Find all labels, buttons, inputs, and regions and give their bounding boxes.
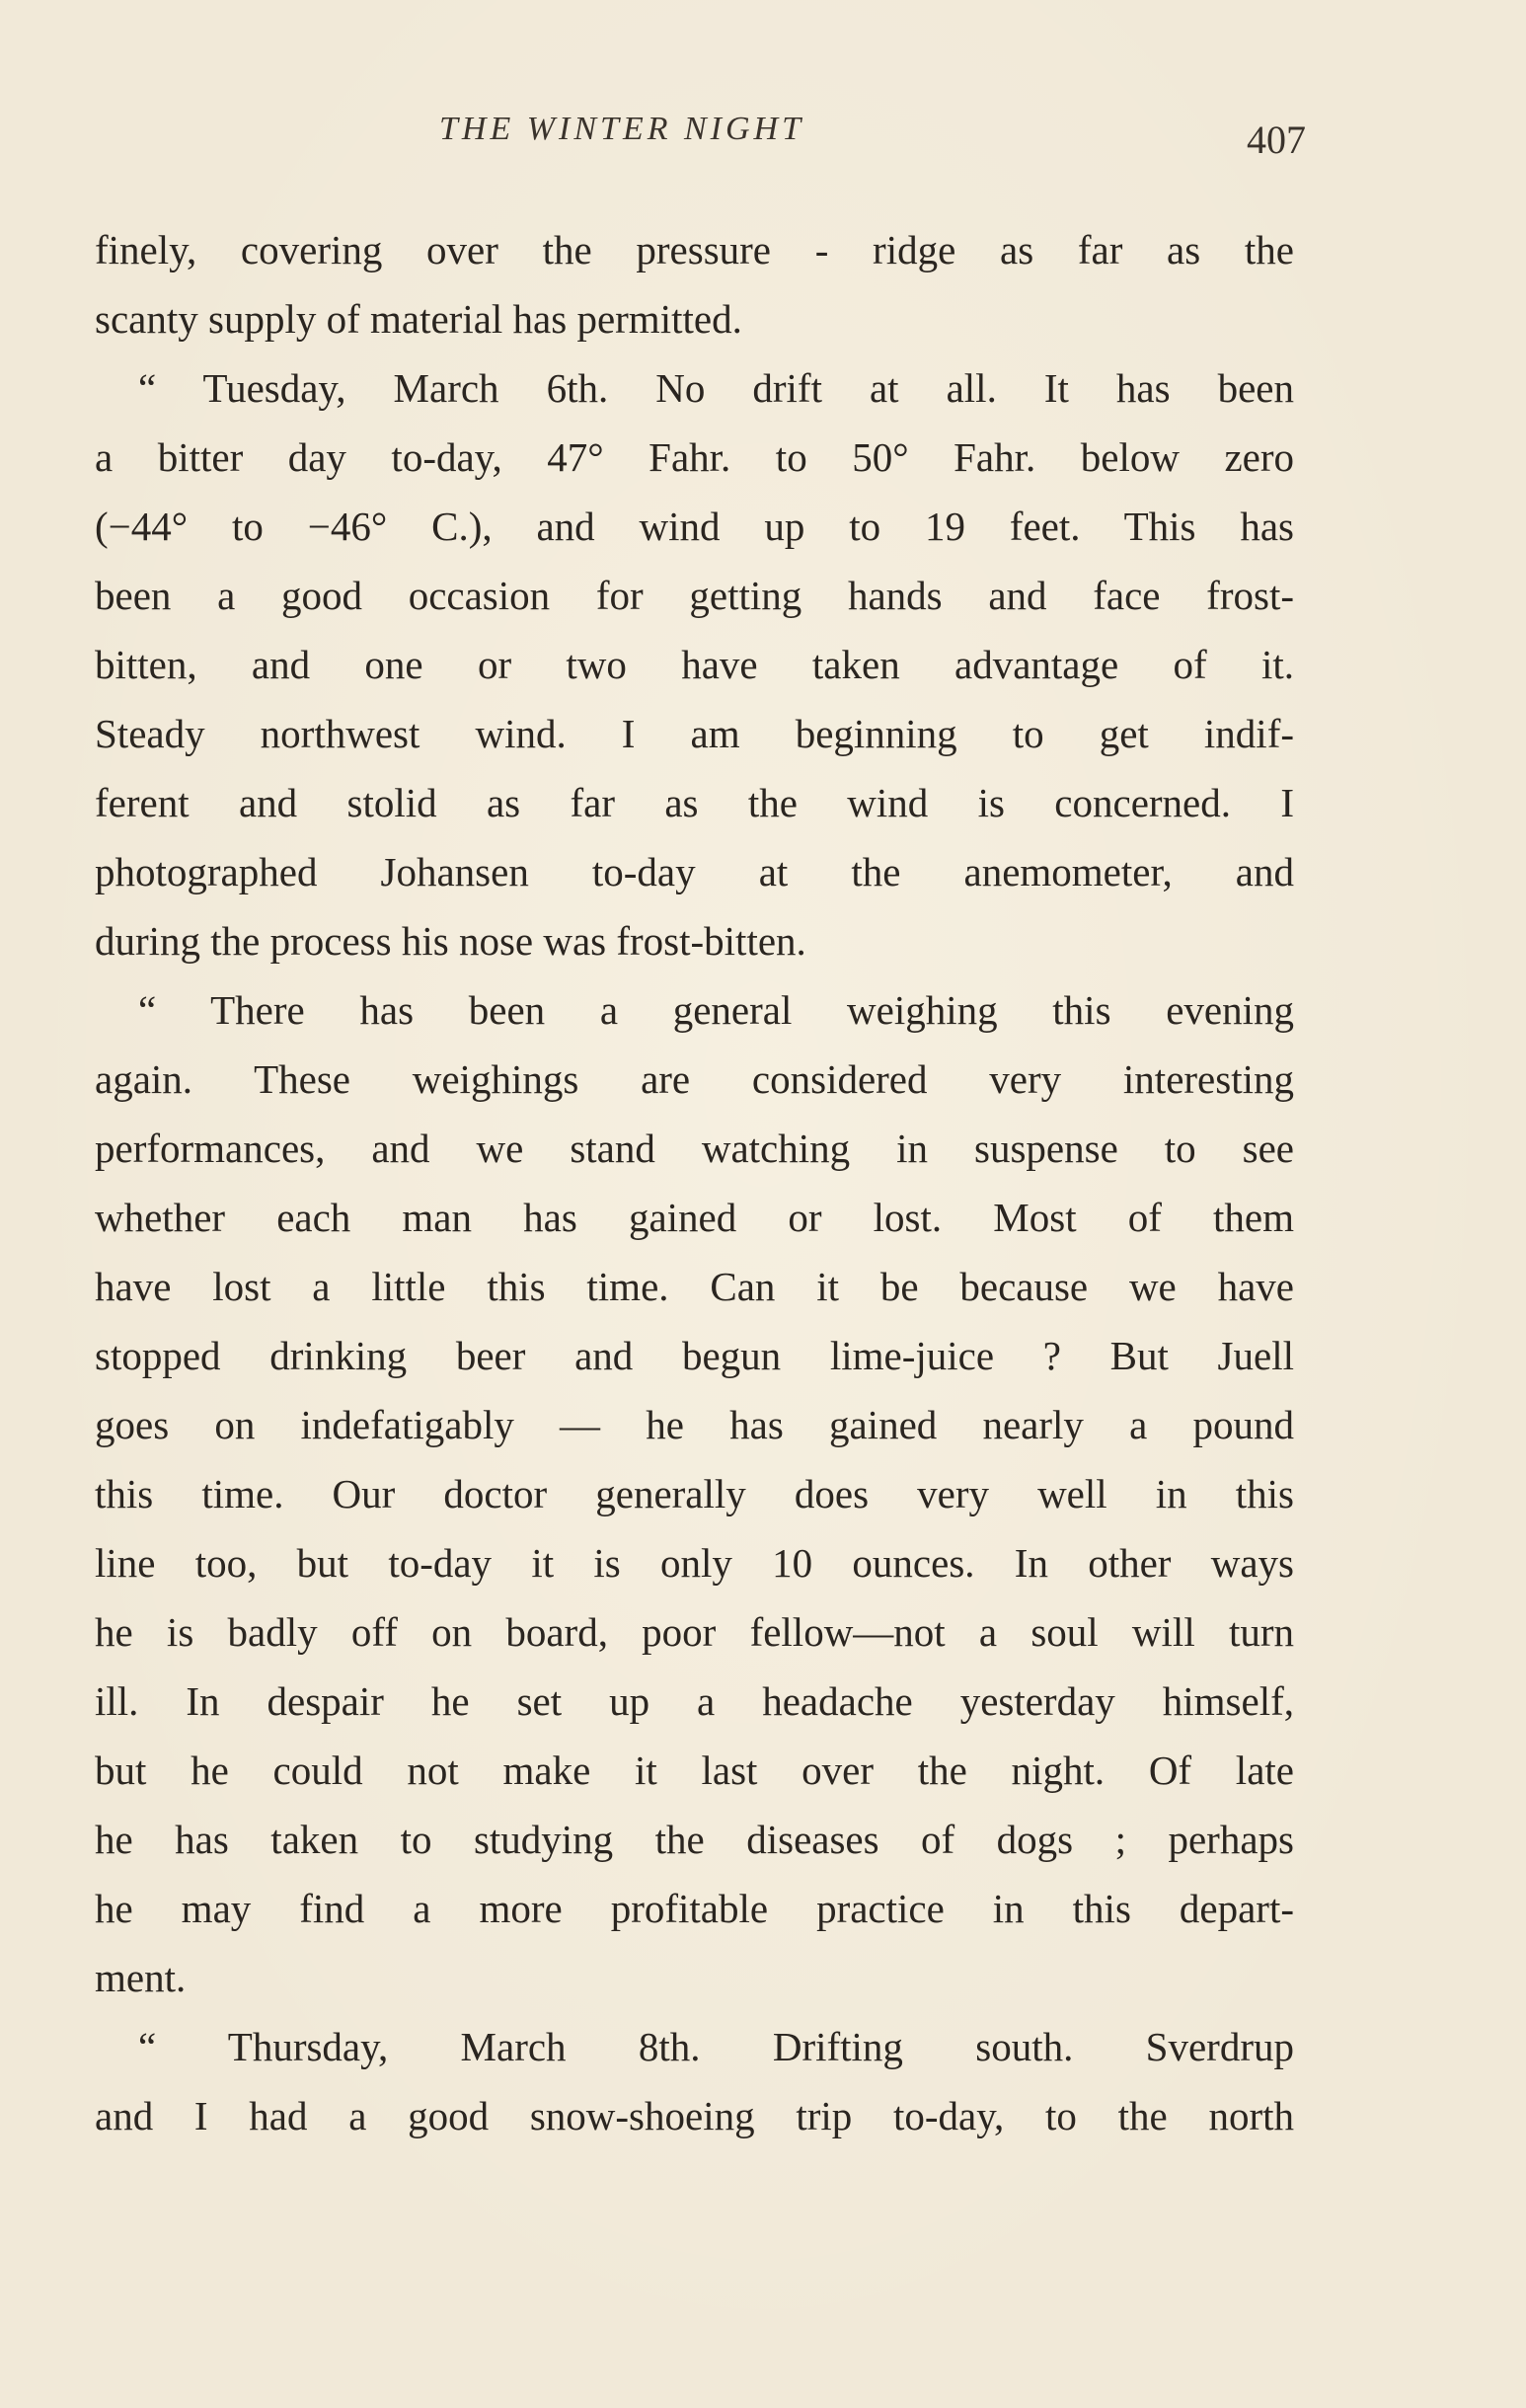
body-text bbox=[95, 215, 1294, 2150]
text-line: photographed Johansen to-day at the anemometer, and bbox=[95, 849, 1294, 894]
text-line: goes on indefatigably — he has gained nearly a pound bbox=[95, 1402, 1294, 1447]
text-line: ment. bbox=[95, 1955, 187, 2000]
text-line: he is badly off on board, poor fellow—not a soul will turn bbox=[95, 1609, 1294, 1655]
text-line: a bitter day to-day, 47° Fahr. to 50° Fahr. below zero bbox=[95, 434, 1294, 480]
text-line: performances, and we stand watching in suspense to see bbox=[95, 1126, 1294, 1171]
text-line: scanty supply of material has permitted. bbox=[95, 296, 742, 342]
text-line: he may find a more profitable practice in this depart- bbox=[95, 1886, 1294, 1931]
text-line: finely, covering over the pressure - ridge as far as the bbox=[95, 227, 1294, 272]
text-line: this time. Our doctor generally does very well in this bbox=[95, 1471, 1294, 1516]
text-line: whether each man has gained or lost. Most of them bbox=[95, 1195, 1294, 1240]
text-line: ferent and stolid as far as the wind is concerned. I bbox=[95, 780, 1294, 825]
text-line: (−44° to −46° C.), and wind up to 19 feet. This has bbox=[95, 504, 1294, 549]
text-line: line too, but to-day it is only 10 ounces. In other ways bbox=[95, 1540, 1294, 1586]
text-line: have lost a little this time. Can it be because we have bbox=[95, 1264, 1294, 1309]
text-line: “ There has been a general weighing this evening bbox=[138, 987, 1294, 1033]
text-line: and I had a good snow-shoeing trip to-day, to the north bbox=[95, 2093, 1294, 2138]
text-line: bitten, and one or two have taken advantage of it. bbox=[95, 642, 1294, 687]
page-number: 407 bbox=[1247, 117, 1306, 162]
text-line: been a good occasion for getting hands and face frost- bbox=[95, 573, 1294, 618]
text-line: during the process his nose was frost-bitten. bbox=[95, 918, 806, 964]
text-line: stopped drinking beer and begun lime-juice ? But Juell bbox=[95, 1333, 1294, 1378]
text-line: “ Tuesday, March 6th. No drift at all. It has been bbox=[138, 365, 1294, 411]
text-line: again. These weighings are considered very interesting bbox=[95, 1056, 1294, 1102]
text-line: but he could not make it last over the night. Of late bbox=[95, 1748, 1294, 1793]
text-line: he has taken to studying the diseases of dogs ; perhaps bbox=[95, 1817, 1294, 1862]
text-line: ill. In despair he set up a headache yesterday himself, bbox=[95, 1678, 1294, 1724]
running-head bbox=[0, 111, 1526, 170]
text-line: “ Thursday, March 8th. Drifting south. Sverdrup bbox=[138, 2024, 1294, 2069]
text-line: Steady northwest wind. I am beginning to get indif- bbox=[95, 711, 1294, 756]
running-title: THE WINTER NIGHT bbox=[439, 111, 805, 147]
